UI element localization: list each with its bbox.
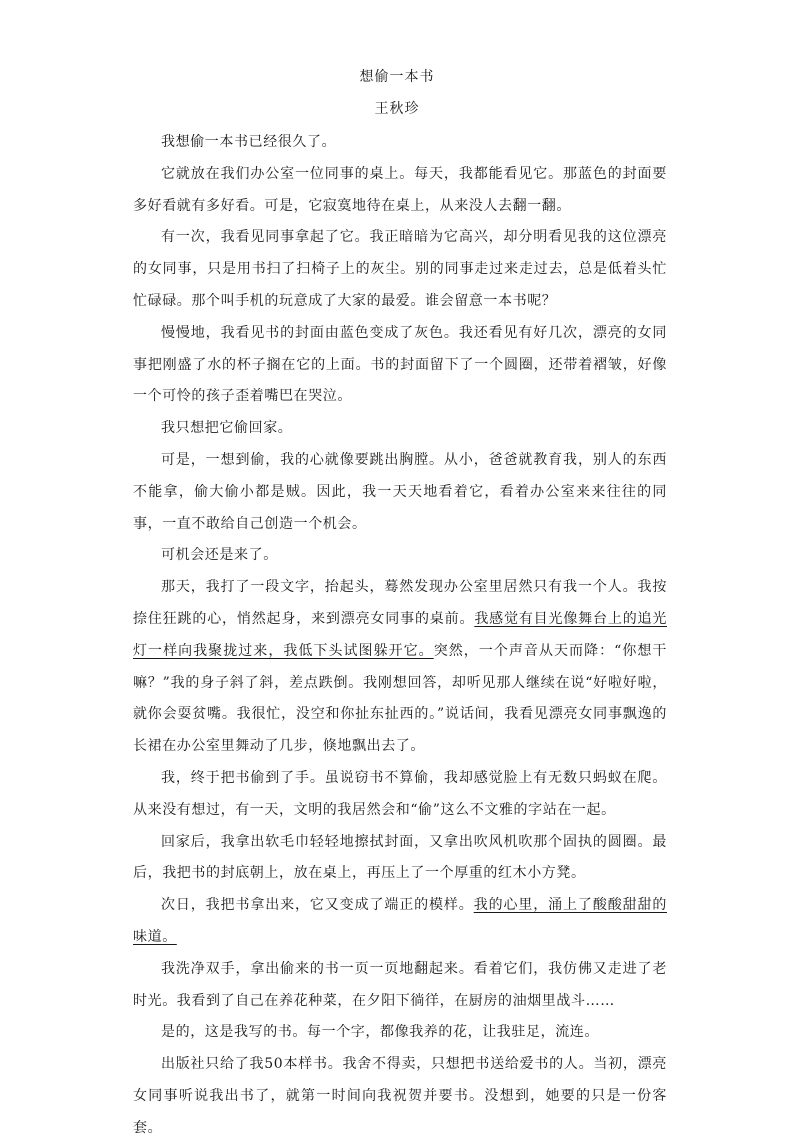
paragraph-2 (133, 159, 667, 223)
paragraph-9 (133, 763, 667, 827)
underlined-sentence: 我感觉有目光像舞台上的追光灯一样向我聚拢过来，我低下头试图躲开它。 (133, 610, 667, 659)
paragraph-text: 是的，这是我写的书。每一个字，都像我养的花，让我驻足，流连。 (161, 1024, 599, 1041)
paragraph-text: 突然，一个声音从天而降：“你想干嘛？”我的身子斜了斜，差点跌倒。我刚想回答，却听见那人继续在说“好啦好啦，就你会耍贫嘴。我很忙，没空和你扯东扯西的。”说话间，我看见漂亮女同事飘逸的长裙在办公室里舞动了几步，倏地飘出去了。 (133, 642, 668, 755)
paragraph-7 (133, 540, 667, 572)
paragraph-text: 慢慢地，我看见书的封面由蓝色变成了灰色。我还看见有好几次，漂亮的女同事把刚盛了水的杯子搁在它的上面。书的封面留下了一个圆圈，还带着褶皱，好像一个可怜的孩子歪着嘴巴在哭泣。 (133, 324, 667, 405)
paragraph-13 (133, 1017, 667, 1049)
paragraph-text: 我想偷一本书已经很久了。 (161, 134, 337, 150)
paragraph-text: 我只想把它偷回家。 (161, 420, 293, 437)
paragraph-3 (133, 222, 667, 317)
paragraph-text: 那天，我打了一段文字，抬起头，蓦然发现办公室里居然只有我一个人。我按捺住狂跳的心，悄然起身，来到漂亮女同事的桌前。 (133, 579, 667, 627)
paragraph-text: 次日，我把书拿出来，它又变成了端正的模样。 (161, 897, 474, 914)
paragraph-14 (133, 1049, 667, 1144)
paragraph-6 (133, 445, 667, 540)
paragraph-text: 我洗净双手，拿出偷来的书一页一页地翻起来。看着它们，我仿佛又走进了老时光。我看到了自己在养花种菜，在夕阳下徜徉，在厨房的油烟里战斗…… (133, 960, 667, 1009)
paragraph-5 (133, 413, 667, 445)
paragraph-text: 回家后，我拿出软毛巾轻轻地擦拭封面，又拿出吹风机吹那个固执的圆圈。最后，我把书的封底朝上，放在桌上，再压上了一个厚重的红木小方凳。 (133, 833, 667, 882)
paragraph-4 (133, 318, 667, 413)
article-author: 王秋珍 (374, 101, 420, 117)
paragraph-text: 有一次，我看见同事拿起了它。我正暗暗为它高兴，却分明看见我的这位漂亮的女同事，只是用书扫了扫椅子上的灰尘。别的同事走过来走过去，总是低着头忙忙碌碌。那个叫手机的玩意成了大家的最爱。谁会留意一本书呢？ (133, 229, 667, 309)
article-body (133, 127, 667, 1145)
paragraph-8 (133, 572, 667, 763)
paragraph-text: 它就放在我们办公室一位同事的桌上。每天，我都能看见它。那蓝色的封面要多好看就有多好看。可是，它寂寞地待在桌上，从来没人去翻一翻。 (133, 165, 667, 214)
paragraph-10 (133, 827, 667, 891)
underlined-sentence: 我的心里，涌上了酸酸甜甜的味道。 (133, 897, 667, 945)
paragraph-text: 我，终于把书偷到了手。虽说窃书不算偷，我却感觉脸上有无数只蚂蚁在爬。从来没有想过，有一天，文明的我居然会和“偷”这么不文雅的字站在一起。 (133, 769, 667, 818)
paragraph-text: 可是，一想到偷，我的心就像要跳出胸膛。从小，爸爸就教育我，别人的东西不能拿，偷大偷小都是贼。因此，我一天天地看着它，看着办公室来来往往的同事，一直不敢给自己创造一个机会。 (133, 451, 667, 532)
paragraph-text: 出版社只给了我50本样书。我舍不得卖，只想把书送给爱书的人。当初，漂亮女同事听说我出书了，就第一时间向我祝贺并要书。没想到，她要的只是一份客套。 (133, 1056, 667, 1136)
paragraph-11 (133, 890, 667, 954)
paragraph-text: 可机会还是来了。 (161, 547, 278, 564)
paragraph-1 (133, 127, 667, 159)
article-title: 想偷一本书 (359, 69, 435, 85)
paragraph-12 (133, 954, 667, 1018)
